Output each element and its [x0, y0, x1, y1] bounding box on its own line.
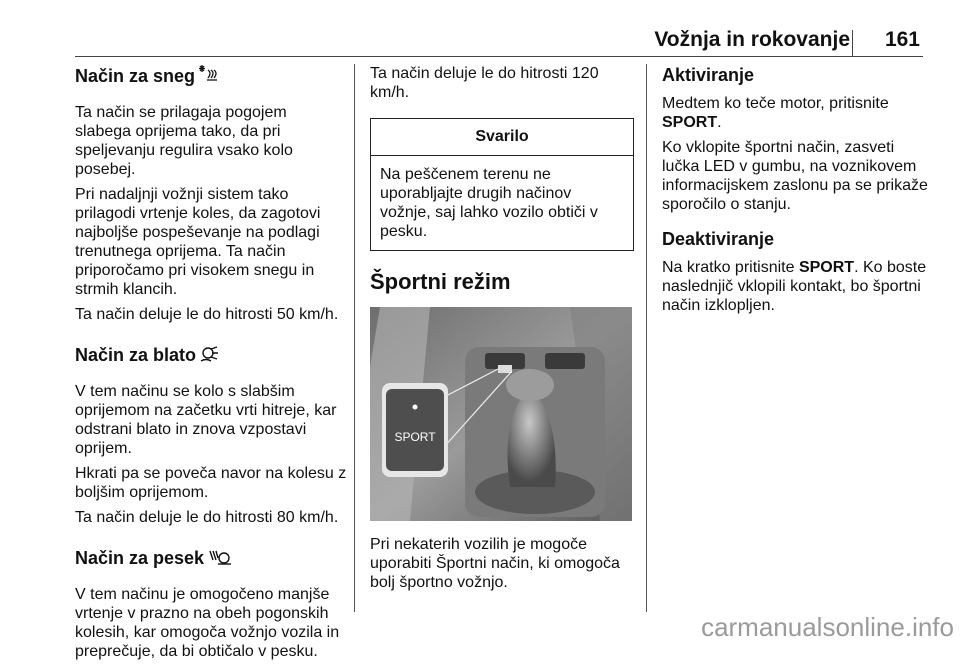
section-title: Vožnja in rokovanje — [654, 28, 850, 51]
mud-mode-text-2: Hkrati pa se poveča navor na kolesu z boljšim oprijemom. — [75, 465, 347, 501]
sport-button-label: SPORT — [394, 430, 436, 444]
sand-car-icon — [208, 548, 232, 571]
sand-speed-text: Ta način deluje le do hitrosti 120 km/h. — [370, 65, 599, 101]
column-divider-1 — [354, 64, 355, 612]
header-divider — [852, 30, 853, 56]
activation-text-2: Ko vklopite športni način, zasveti lučka LED v gumbu, na voznikovem informacijskem zaslonu pa se prikaže sporočilo o stanju. — [662, 139, 928, 213]
column-divider-2 — [646, 64, 647, 612]
warning-title: Svarilo — [371, 119, 633, 156]
snow-mode-text-1: Ta način se prilagaja pogojem slabega oprijema tako, da pri speljevanju regulira vsako kolo posebej. — [75, 104, 293, 178]
warning-body: Na peščenem terenu ne uporabljajte drugih načinov vožnje, saj lahko vozilo obtiči v pesku. — [380, 166, 598, 240]
sand-mode-heading: Način za pesek — [75, 547, 347, 571]
mud-mode-text-3: Ta način deluje le do hitrosti 80 km/h. — [75, 509, 339, 526]
watermark: carmanualsonline.info — [701, 612, 954, 642]
mud-mode-text-1: V tem načinu se kolo s slabšim oprijemom na začetku vrti hitreje, kar odstrani blato in znova vzpostavi oprijem. — [75, 383, 337, 457]
snow-mode-text-2: Pri nadaljnji vožnji sistem tako prilagodi vrtenje koles, da zagotovi najboljše pospeševanje na podlagi trenutnega oprijema. Ta način priporočamo pri visokem snegu in strmih klancih. — [75, 186, 321, 298]
sand-mode-text-1: V tem načinu je omogočeno manjše vrtenje v prazno na obeh pogonskih kolesih, kar omogoča vožnjo vozila in preprečuje, da bi obtičalo v pesku. — [75, 586, 340, 660]
column-3 — [662, 64, 932, 321]
column-1 — [75, 64, 347, 667]
column-2 — [370, 64, 635, 598]
deactivation-heading: Deaktiviranje — [662, 229, 775, 249]
sport-keyword: SPORT — [662, 114, 718, 131]
header-rule — [75, 56, 923, 57]
sport-button-photo — [370, 307, 632, 521]
activation-text-1: Medtem ko teče motor, pritisnite SPORT. — [662, 95, 889, 131]
sport-mode-heading: Športni režim — [370, 269, 511, 294]
sport-keyword: SPORT — [798, 259, 855, 276]
snow-mode-text-3: Ta način deluje le do hitrosti 50 km/h. — [75, 306, 339, 323]
mud-car-icon — [200, 345, 220, 368]
page-header — [0, 0, 960, 60]
snowflake-car-icon — [199, 64, 221, 89]
deactivation-text: Na kratko pritisnite SPORT. Ko boste naslednjič vklopili kontakt, bo športni način izklopljen. — [662, 259, 927, 314]
mud-mode-heading: Način za blato — [75, 344, 347, 368]
snow-mode-heading: Način za sneg — [75, 64, 347, 89]
page-number: 161 — [884, 28, 920, 51]
activation-heading: Aktiviranje — [662, 65, 755, 85]
warning-box — [370, 118, 634, 251]
sport-mode-text: Pri nekaterih vozilih je mogoče uporabiti Športni način, ki omogoča bolj športno vožnjo. — [370, 536, 620, 591]
